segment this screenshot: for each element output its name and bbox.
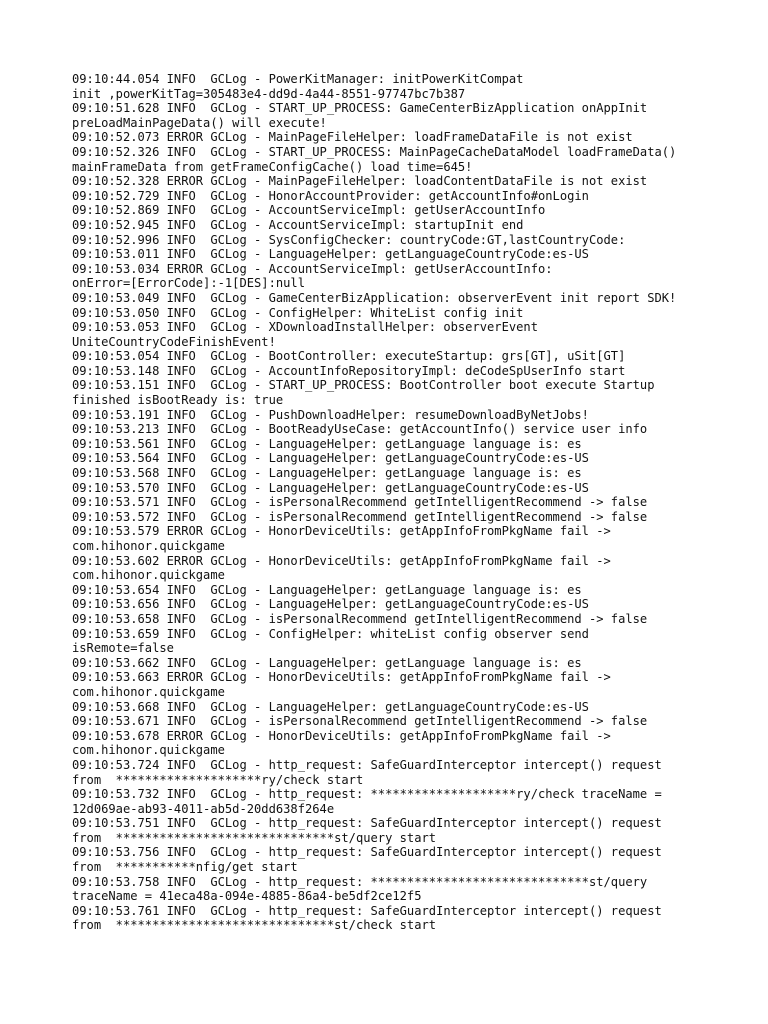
log-line: 09:10:53.011 INFO GCLog - LanguageHelper: getLanguageCountryCode:es-US: [72, 247, 589, 262]
log-line: com.hihonor.quickgame: [72, 743, 225, 758]
log-document: [72, 72, 762, 933]
log-line: 09:10:53.668 INFO GCLog - LanguageHelper: getLanguageCountryCode:es-US: [72, 699, 589, 714]
log-line: 09:10:53.572 INFO GCLog - isPersonalRecommend getIntelligentRecommend -> false: [72, 509, 648, 524]
log-line: 09:10:52.326 INFO GCLog - START_UP_PROCESS: MainPageCacheDataModel loadFrameData(): [72, 144, 677, 159]
log-line: 09:10:53.191 INFO GCLog - PushDownloadHelper: resumeDownloadByNetJobs!: [72, 407, 589, 422]
log-line: 09:10:52.996 INFO GCLog - SysConfigChecker: countryCode:GT,lastCountryCode:: [72, 232, 626, 247]
log-line: 09:10:53.761 INFO GCLog - http_request: SafeGuardInterceptor intercept() request: [72, 903, 662, 918]
log-line: 09:10:53.050 INFO GCLog - ConfigHelper: WhiteList config init: [72, 305, 524, 320]
log-line: from ***********nfig/get start: [72, 860, 298, 875]
log-line: 09:10:53.579 ERROR GCLog - HonorDeviceUtils: getAppInfoFromPkgName fail ->: [72, 524, 611, 539]
log-line: from ******************************st/query start: [72, 830, 437, 845]
log-line: 09:10:53.148 INFO GCLog - AccountInfoRepositoryImpl: deCodeSpUserInfo start: [72, 363, 626, 378]
log-line: 09:10:53.568 INFO GCLog - LanguageHelper: getLanguage language is: es: [72, 466, 582, 481]
log-line: 09:10:53.213 INFO GCLog - BootReadyUseCase: getAccountInfo() service user info: [72, 422, 648, 437]
log-line: 09:10:53.564 INFO GCLog - LanguageHelper: getLanguageCountryCode:es-US: [72, 451, 589, 466]
log-line: from ********************ry/check start: [72, 772, 364, 787]
log-line: 09:10:53.678 ERROR GCLog - HonorDeviceUtils: getAppInfoFromPkgName fail ->: [72, 728, 611, 743]
log-line: 09:10:53.662 INFO GCLog - LanguageHelper: getLanguage language is: es: [72, 655, 582, 670]
log-line: 09:10:53.561 INFO GCLog - LanguageHelper: getLanguage language is: es: [72, 436, 582, 451]
log-line: com.hihonor.quickgame: [72, 684, 225, 699]
log-line: 09:10:53.724 INFO GCLog - http_request: SafeGuardInterceptor intercept() request: [72, 757, 662, 772]
log-line: 09:10:53.602 ERROR GCLog - HonorDeviceUtils: getAppInfoFromPkgName fail ->: [72, 553, 611, 568]
log-line: 09:10:53.658 INFO GCLog - isPersonalRecommend getIntelligentRecommend -> false: [72, 611, 648, 626]
log-line: 09:10:53.659 INFO GCLog - ConfigHelper: whiteList config observer send: [72, 626, 589, 641]
log-line: UniteCountryCodeFinishEvent!: [72, 334, 276, 349]
log-line: 09:10:52.328 ERROR GCLog - MainPageFileHelper: loadContentDataFile is not exist: [72, 174, 648, 189]
log-line: 09:10:44.054 INFO GCLog - PowerKitManager: initPowerKitCompat: [72, 72, 524, 86]
log-line: 09:10:52.869 INFO GCLog - AccountServiceImpl: getUserAccountInfo: [72, 203, 546, 218]
log-line: from ******************************st/check start: [72, 918, 437, 933]
log-line: com.hihonor.quickgame: [72, 568, 225, 583]
log-line: com.hihonor.quickgame: [72, 539, 225, 553]
log-line: onError=[ErrorCode]:-1[DES]:null: [72, 276, 305, 291]
log-line: finished isBootReady is: true: [72, 393, 284, 408]
log-line: 09:10:53.756 INFO GCLog - http_request: SafeGuardInterceptor intercept() request: [72, 845, 662, 860]
log-line: 09:10:53.151 INFO GCLog - START_UP_PROCESS: BootController boot execute Startup: [72, 378, 655, 393]
log-line: isRemote=false: [72, 641, 174, 656]
log-line: 09:10:52.945 INFO GCLog - AccountServiceImpl: startupInit end: [72, 217, 524, 232]
log-line: 09:10:53.671 INFO GCLog - isPersonalRecommend getIntelligentRecommend -> false: [72, 714, 648, 729]
log-line: 09:10:52.729 INFO GCLog - HonorAccountProvider: getAccountInfo#onLogin: [72, 188, 589, 203]
log-line: 09:10:53.656 INFO GCLog - LanguageHelper: getLanguageCountryCode:es-US: [72, 597, 589, 612]
log-line: 09:10:51.628 INFO GCLog - START_UP_PROCESS: GameCenterBizApplication onAppInit: [72, 101, 648, 116]
log-line: init ,powerKitTag=305483e4-dd9d-4a44-8551-97747bc7b387: [72, 86, 466, 101]
log-line: 09:10:53.654 INFO GCLog - LanguageHelper: getLanguage language is: es: [72, 582, 582, 597]
log-line: traceName = 41eca48a-094e-4885-86a4-be5df2ce12f5: [72, 889, 422, 904]
log-line: 09:10:53.034 ERROR GCLog - AccountServiceImpl: getUserAccountInfo:: [72, 261, 553, 276]
log-line: 09:10:53.053 INFO GCLog - XDownloadInstallHelper: observerEvent: [72, 320, 538, 335]
log-line: 09:10:52.073 ERROR GCLog - MainPageFileHelper: loadFrameDataFile is not exist: [72, 130, 633, 145]
log-line: 09:10:53.054 INFO GCLog - BootController: executeStartup: grs[GT], uSit[GT]: [72, 349, 626, 364]
log-line: 09:10:53.732 INFO GCLog - http_request: ********************ry/check traceName =: [72, 787, 662, 802]
log-line: 09:10:53.049 INFO GCLog - GameCenterBizApplication: observerEvent init report SDK!: [72, 290, 677, 305]
log-line: 09:10:53.663 ERROR GCLog - HonorDeviceUtils: getAppInfoFromPkgName fail ->: [72, 670, 611, 685]
log-line: 09:10:53.758 INFO GCLog - http_request: ******************************st/query: [72, 874, 648, 889]
log-line: preLoadMainPageData() will execute!: [72, 115, 327, 130]
log-line: mainFrameData from getFrameConfigCache() load time=645!: [72, 159, 473, 174]
log-line: 12d069ae-ab93-4011-ab5d-20dd638f264e: [72, 801, 335, 816]
log-line: 09:10:53.570 INFO GCLog - LanguageHelper: getLanguageCountryCode:es-US: [72, 480, 589, 495]
log-line: 09:10:53.571 INFO GCLog - isPersonalRecommend getIntelligentRecommend -> false: [72, 495, 648, 510]
log-line: 09:10:53.751 INFO GCLog - http_request: SafeGuardInterceptor intercept() request: [72, 816, 662, 831]
